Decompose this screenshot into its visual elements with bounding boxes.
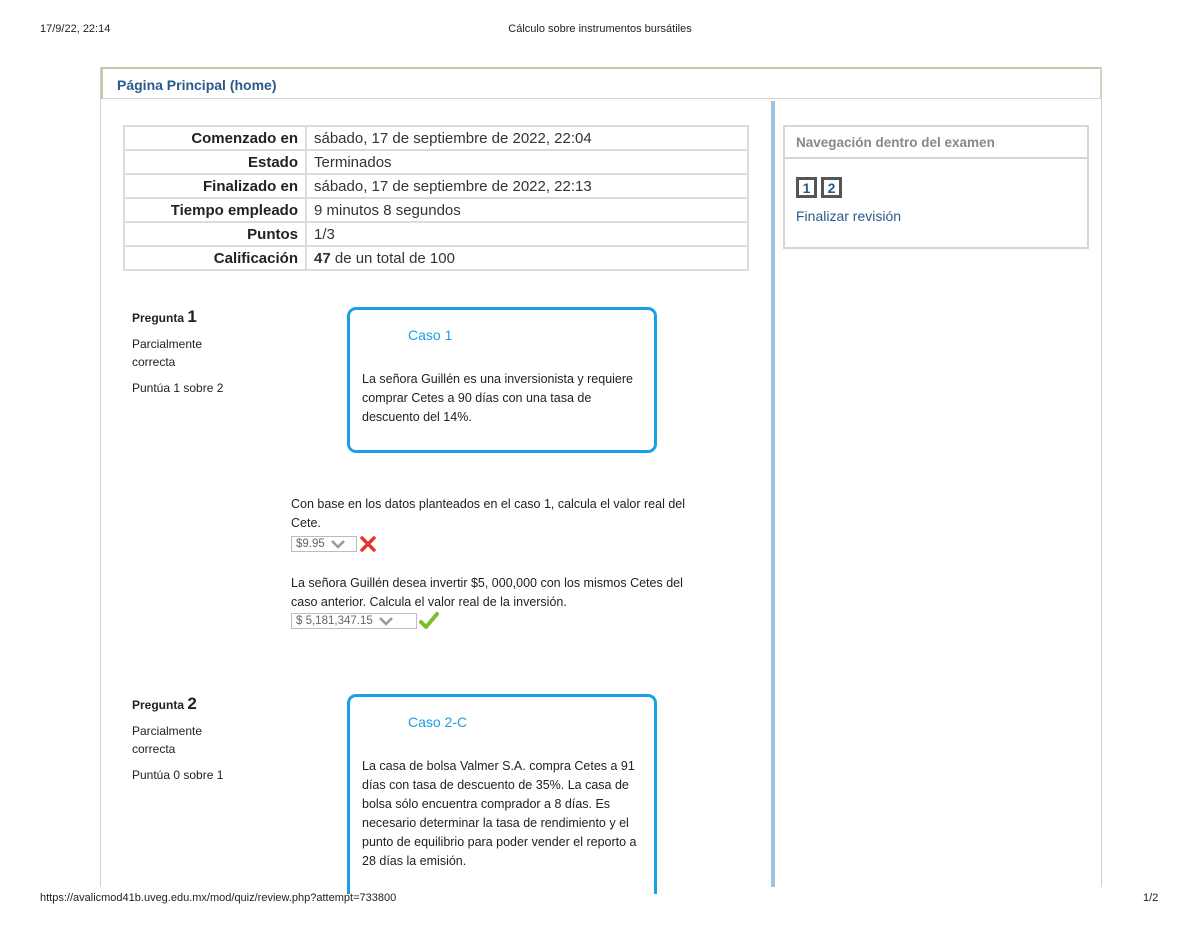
question-points: Puntúa 0 sobre 1	[132, 768, 224, 782]
summary-value: sábado, 17 de septiembre de 2022, 22:13	[306, 174, 748, 198]
summary-row	[124, 222, 748, 246]
summary-key: Finalizado en	[124, 174, 306, 198]
answer-select[interactable]	[291, 536, 357, 552]
chevron-down-icon	[379, 616, 393, 626]
summary-row	[124, 150, 748, 174]
grade-value: 47	[314, 249, 331, 267]
summary-key: Puntos	[124, 222, 306, 246]
answer-select[interactable]	[291, 613, 417, 629]
finish-review-link[interactable]: Finalizar revisión	[796, 208, 902, 224]
print-page-number: 1/2	[1143, 892, 1159, 904]
question-number: 2	[187, 694, 197, 713]
question-number: 1	[187, 307, 197, 326]
grade-total: de un total de 100	[334, 249, 455, 267]
column-divider	[771, 101, 775, 887]
summary-value	[306, 246, 748, 270]
answer-value: $9.95	[296, 538, 325, 550]
question-nav-buttons	[796, 177, 842, 198]
question-state: Parcialmente correcta	[132, 724, 203, 756]
print-date: 17/9/22, 22:14	[40, 23, 111, 35]
summary-row	[124, 174, 748, 198]
correct-icon	[419, 611, 439, 631]
question-heading: Pregunta 2	[132, 694, 197, 713]
question-part-text: Con base en los datos planteados en el caso 1, calcula el valor real del Cete.	[291, 497, 686, 530]
summary-value: sábado, 17 de septiembre de 2022, 22:04	[306, 126, 748, 150]
summary-row	[124, 246, 748, 270]
attempt-summary-table	[123, 125, 749, 271]
case-text: La casa de bolsa Valmer S.A. compra Cetes a 91 días con tasa de descuento de 35%. La casa de bolsa sólo encuentra comprador a 8 días. Es necesario determinar la tasa de rendimiento y el punto de equilibrio para poder vender el reporto a 28 días la emisión.	[362, 759, 637, 868]
top-nav-bar	[101, 67, 1101, 99]
print-title: Cálculo sobre instrumentos bursátiles	[508, 23, 692, 35]
print-url: https://avalicmod41b.uveg.edu.mx/mod/quiz/review.php?attempt=733800	[40, 892, 397, 904]
question-2-info	[132, 694, 242, 782]
case-box	[347, 694, 657, 894]
question-1-info	[132, 307, 242, 395]
chevron-down-icon	[331, 539, 345, 549]
question-nav-button-1[interactable]: 1	[796, 177, 817, 198]
answer-row	[291, 612, 439, 630]
case-title: Caso 1	[408, 327, 453, 343]
question-points: Puntúa 1 sobre 2	[132, 381, 224, 395]
quiz-navigation-block	[783, 125, 1089, 249]
summary-key: Estado	[124, 150, 306, 174]
summary-value: Terminados	[306, 150, 748, 174]
summary-row	[124, 126, 748, 150]
case-text: La señora Guillén es una inversionista y requiere comprar Cetes a 90 días con una tasa de descuento del 14%.	[362, 372, 633, 424]
answer-row	[291, 535, 377, 553]
summary-key: Comenzado en	[124, 126, 306, 150]
question-state: Parcialmente correcta	[132, 337, 203, 369]
summary-value: 1/3	[306, 222, 748, 246]
case-title: Caso 2-C	[408, 714, 468, 730]
summary-key: Tiempo empleado	[124, 198, 306, 222]
home-link[interactable]: Página Principal (home)	[117, 77, 277, 93]
case-box	[347, 307, 657, 453]
summary-row	[124, 198, 748, 222]
summary-value: 9 minutos 8 segundos	[306, 198, 748, 222]
quiz-navigation-title: Navegación dentro del examen	[785, 127, 1087, 159]
summary-key: Calificación	[124, 246, 306, 270]
answer-value: $ 5,181,347.15	[296, 615, 373, 627]
question-heading: Pregunta 1	[132, 307, 197, 326]
question-part-text: La señora Guillén desea invertir $5, 000,000 con los mismos Cetes del caso anterior. Calcula el valor real de la inversión.	[291, 576, 683, 609]
question-nav-button-2[interactable]: 2	[821, 177, 842, 198]
incorrect-icon	[359, 535, 377, 553]
